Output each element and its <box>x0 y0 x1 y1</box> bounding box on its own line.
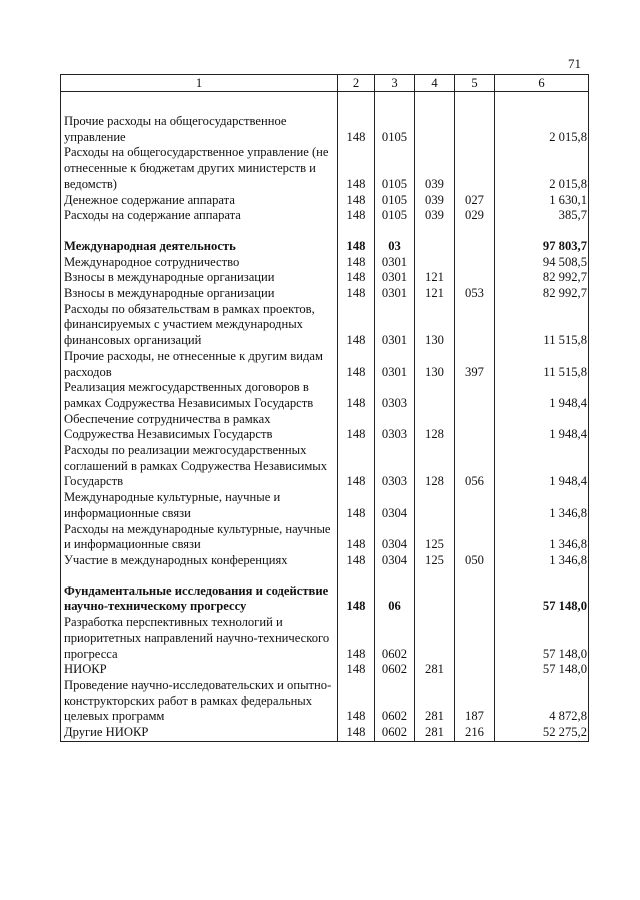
row-ministry-code: 148 <box>338 584 375 615</box>
row-amount: 97 803,7 <box>495 239 589 255</box>
row-section-code: 0105 <box>375 208 415 224</box>
table-header-row <box>61 75 589 92</box>
row-expense-code <box>455 380 495 411</box>
row-section-code: 0602 <box>375 615 415 662</box>
table-row <box>61 302 589 349</box>
row-expense-code: 027 <box>455 193 495 209</box>
row-target-code: 039 <box>415 193 455 209</box>
row-name: Взносы в международные организации <box>61 270 338 286</box>
row-section-code: 0303 <box>375 412 415 443</box>
row-name: Расходы по реализации межгосударственных соглашений в рамках Содружества Независимых Государств <box>61 443 338 490</box>
table-row <box>61 412 589 443</box>
column-header-6: 6 <box>495 75 589 92</box>
row-name: Расходы на международные культурные, научные и информационные связи <box>61 522 338 553</box>
row-name: Международное сотрудничество <box>61 255 338 271</box>
row-amount: 2 015,8 <box>495 114 589 145</box>
row-name: Расходы на содержание аппарата <box>61 208 338 224</box>
row-ministry-code: 148 <box>338 145 375 192</box>
row-amount: 52 275,2 <box>495 725 589 741</box>
row-section-code: 0303 <box>375 380 415 411</box>
row-ministry-code: 148 <box>338 443 375 490</box>
row-section-code: 0304 <box>375 490 415 521</box>
row-expense-code <box>455 522 495 553</box>
column-header-1: 1 <box>61 75 338 92</box>
row-section-code: 0301 <box>375 255 415 271</box>
row-amount: 1 346,8 <box>495 553 589 569</box>
row-ministry-code: 148 <box>338 270 375 286</box>
row-target-code: 125 <box>415 553 455 569</box>
row-ministry-code: 148 <box>338 522 375 553</box>
row-expense-code <box>455 412 495 443</box>
row-expense-code <box>455 239 495 255</box>
row-expense-code <box>455 615 495 662</box>
budget-table <box>60 74 589 742</box>
row-name: Обеспечение сотрудничества в рамках Содружества Независимых Государств <box>61 412 338 443</box>
row-name: Прочие расходы, не отнесенные к другим видам расходов <box>61 349 338 380</box>
row-target-code <box>415 490 455 521</box>
row-ministry-code: 148 <box>338 302 375 349</box>
table-row <box>61 678 589 725</box>
row-target-code: 281 <box>415 662 455 678</box>
row-ministry-code: 148 <box>338 662 375 678</box>
column-header-2: 2 <box>338 75 375 92</box>
row-amount: 94 508,5 <box>495 255 589 271</box>
row-amount: 385,7 <box>495 208 589 224</box>
row-amount: 1 948,4 <box>495 412 589 443</box>
row-amount: 57 148,0 <box>495 615 589 662</box>
table-row <box>61 349 589 380</box>
row-target-code <box>415 239 455 255</box>
row-amount: 57 148,0 <box>495 584 589 615</box>
row-section-code: 0304 <box>375 522 415 553</box>
row-section-code: 0304 <box>375 553 415 569</box>
row-expense-code: 050 <box>455 553 495 569</box>
row-ministry-code: 148 <box>338 553 375 569</box>
row-ministry-code: 148 <box>338 286 375 302</box>
table-row-section <box>61 584 589 615</box>
row-name: Другие НИОКР <box>61 725 338 741</box>
row-ministry-code: 148 <box>338 208 375 224</box>
column-header-3: 3 <box>375 75 415 92</box>
row-name: НИОКР <box>61 662 338 678</box>
row-amount: 11 515,8 <box>495 349 589 380</box>
row-amount: 11 515,8 <box>495 302 589 349</box>
row-section-code: 06 <box>375 584 415 615</box>
table-row <box>61 443 589 490</box>
row-ministry-code: 148 <box>338 239 375 255</box>
row-expense-code: 187 <box>455 678 495 725</box>
row-expense-code <box>455 270 495 286</box>
row-expense-code <box>455 145 495 192</box>
row-expense-code: 029 <box>455 208 495 224</box>
row-amount: 1 948,4 <box>495 443 589 490</box>
row-section-code: 0105 <box>375 114 415 145</box>
row-expense-code: 053 <box>455 286 495 302</box>
table-row <box>61 208 589 224</box>
row-target-code: 128 <box>415 412 455 443</box>
row-target-code: 128 <box>415 443 455 490</box>
row-section-code: 0602 <box>375 725 415 741</box>
row-section-code: 0105 <box>375 193 415 209</box>
row-expense-code <box>455 255 495 271</box>
row-target-code: 039 <box>415 208 455 224</box>
row-name: Денежное содержание аппарата <box>61 193 338 209</box>
row-expense-code <box>455 302 495 349</box>
row-amount: 57 148,0 <box>495 662 589 678</box>
row-name: Разработка перспективных технологий и приоритетных направлений научно-технического прогресса <box>61 615 338 662</box>
row-expense-code <box>455 584 495 615</box>
row-ministry-code: 148 <box>338 193 375 209</box>
table-row <box>61 114 589 145</box>
row-section-code: 0105 <box>375 145 415 192</box>
row-ministry-code: 148 <box>338 490 375 521</box>
table-row <box>61 522 589 553</box>
row-ministry-code: 148 <box>338 114 375 145</box>
row-ministry-code: 148 <box>338 380 375 411</box>
row-ministry-code: 148 <box>338 615 375 662</box>
table-row <box>61 662 589 678</box>
spacer-row <box>61 92 589 115</box>
row-amount: 1 346,8 <box>495 522 589 553</box>
row-expense-code <box>455 490 495 521</box>
row-target-code <box>415 584 455 615</box>
row-ministry-code: 148 <box>338 678 375 725</box>
row-name: Проведение научно-исследовательских и опытно-конструкторских работ в рамках федеральных целевых программ <box>61 678 338 725</box>
row-section-code: 0602 <box>375 678 415 725</box>
row-ministry-code: 148 <box>338 412 375 443</box>
row-section-code: 0301 <box>375 286 415 302</box>
row-target-code: 039 <box>415 145 455 192</box>
row-name: Расходы по обязательствам в рамках проектов, финансируемых с участием международных финансовых организаций <box>61 302 338 349</box>
row-target-code: 130 <box>415 349 455 380</box>
row-target-code: 125 <box>415 522 455 553</box>
row-target-code: 281 <box>415 725 455 741</box>
row-amount: 82 992,7 <box>495 286 589 302</box>
table-row <box>61 270 589 286</box>
row-target-code: 130 <box>415 302 455 349</box>
row-target-code <box>415 114 455 145</box>
row-section-code: 0301 <box>375 302 415 349</box>
table-row <box>61 615 589 662</box>
row-section-code: 0301 <box>375 349 415 380</box>
row-amount: 1 630,1 <box>495 193 589 209</box>
table-row <box>61 725 589 741</box>
row-target-code <box>415 380 455 411</box>
table-row <box>61 145 589 192</box>
spacer-row <box>61 224 589 239</box>
row-section-code: 0301 <box>375 270 415 286</box>
row-name: Международные культурные, научные и информационные связи <box>61 490 338 521</box>
row-amount: 2 015,8 <box>495 145 589 192</box>
row-expense-code <box>455 114 495 145</box>
row-name: Реализация межгосударственных договоров в рамках Содружества Независимых Государств <box>61 380 338 411</box>
row-expense-code: 397 <box>455 349 495 380</box>
row-name: Расходы на общегосударственное управление (не отнесенные к бюджетам других министерств и ведомств) <box>61 145 338 192</box>
row-name: Прочие расходы на общегосударственное управление <box>61 114 338 145</box>
row-target-code <box>415 255 455 271</box>
table-row <box>61 255 589 271</box>
row-name: Фундаментальные исследования и содействие научно-техническому прогрессу <box>61 584 338 615</box>
spacer-row <box>61 569 589 584</box>
row-target-code: 281 <box>415 678 455 725</box>
table-row <box>61 490 589 521</box>
row-amount: 1 948,4 <box>495 380 589 411</box>
row-expense-code: 056 <box>455 443 495 490</box>
row-ministry-code: 148 <box>338 725 375 741</box>
table-row <box>61 380 589 411</box>
row-section-code: 0602 <box>375 662 415 678</box>
row-ministry-code: 148 <box>338 255 375 271</box>
row-expense-code <box>455 662 495 678</box>
table-row <box>61 193 589 209</box>
row-target-code: 121 <box>415 270 455 286</box>
row-target-code: 121 <box>415 286 455 302</box>
row-amount: 4 872,8 <box>495 678 589 725</box>
row-ministry-code: 148 <box>338 349 375 380</box>
row-amount: 82 992,7 <box>495 270 589 286</box>
page-number: 71 <box>568 56 581 71</box>
column-header-5: 5 <box>455 75 495 92</box>
table-row-section <box>61 239 589 255</box>
row-name: Участие в международных конференциях <box>61 553 338 569</box>
row-target-code <box>415 615 455 662</box>
row-section-code: 03 <box>375 239 415 255</box>
row-expense-code: 216 <box>455 725 495 741</box>
row-name: Международная деятельность <box>61 239 338 255</box>
column-header-4: 4 <box>415 75 455 92</box>
row-name: Взносы в международные организации <box>61 286 338 302</box>
row-section-code: 0303 <box>375 443 415 490</box>
table-row <box>61 286 589 302</box>
row-amount: 1 346,8 <box>495 490 589 521</box>
table-row <box>61 553 589 569</box>
